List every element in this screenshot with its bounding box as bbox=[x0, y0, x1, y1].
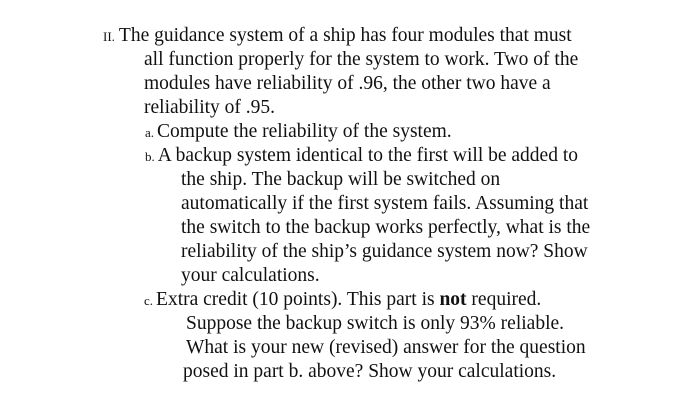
part-a-line-1 bbox=[145, 120, 452, 145]
part-b-line-3: automatically if the first system fails. Assuming that bbox=[181, 193, 589, 214]
part-b-marker: b. bbox=[145, 148, 155, 164]
part-c-line-4: posed in part b. above? Show your calculations. bbox=[183, 361, 557, 382]
part-b-line-6: your calculations. bbox=[181, 265, 320, 286]
problem-line-2: all function properly for the system to work. Two of the bbox=[144, 49, 579, 70]
problem-line-1 bbox=[103, 24, 572, 49]
problem-number: II. bbox=[103, 29, 115, 44]
problem-text: The guidance system of a ship has four modules that must bbox=[118, 25, 572, 46]
part-c-marker: c. bbox=[144, 292, 154, 308]
part-c-line-2: Suppose the backup switch is only 93% reliable. bbox=[186, 313, 565, 334]
part-b-line-4: the switch to the backup works perfectly, what is the bbox=[181, 217, 591, 238]
part-c-text-after: required. bbox=[466, 289, 542, 310]
problem-line-4: reliability of .95. bbox=[144, 97, 276, 118]
part-c-emphasis: not bbox=[439, 289, 467, 310]
part-c-line-1 bbox=[144, 288, 541, 313]
problem-line-3: modules have reliability of .96, the other two have a bbox=[144, 73, 551, 94]
part-b-text: A backup system identical to the first will be added to bbox=[157, 145, 578, 166]
part-a-marker: a. bbox=[145, 124, 155, 140]
part-b-line-1 bbox=[145, 144, 578, 169]
part-c-text-before: Extra credit (10 points). This part is bbox=[156, 289, 440, 310]
part-c-line-3: What is your new (revised) answer for the question bbox=[186, 337, 586, 358]
part-b-line-5: reliability of the ship’s guidance system now? Show bbox=[181, 241, 588, 262]
part-a-text: Compute the reliability of the system. bbox=[157, 121, 452, 142]
part-b-line-2: the ship. The backup will be switched on bbox=[181, 169, 501, 190]
